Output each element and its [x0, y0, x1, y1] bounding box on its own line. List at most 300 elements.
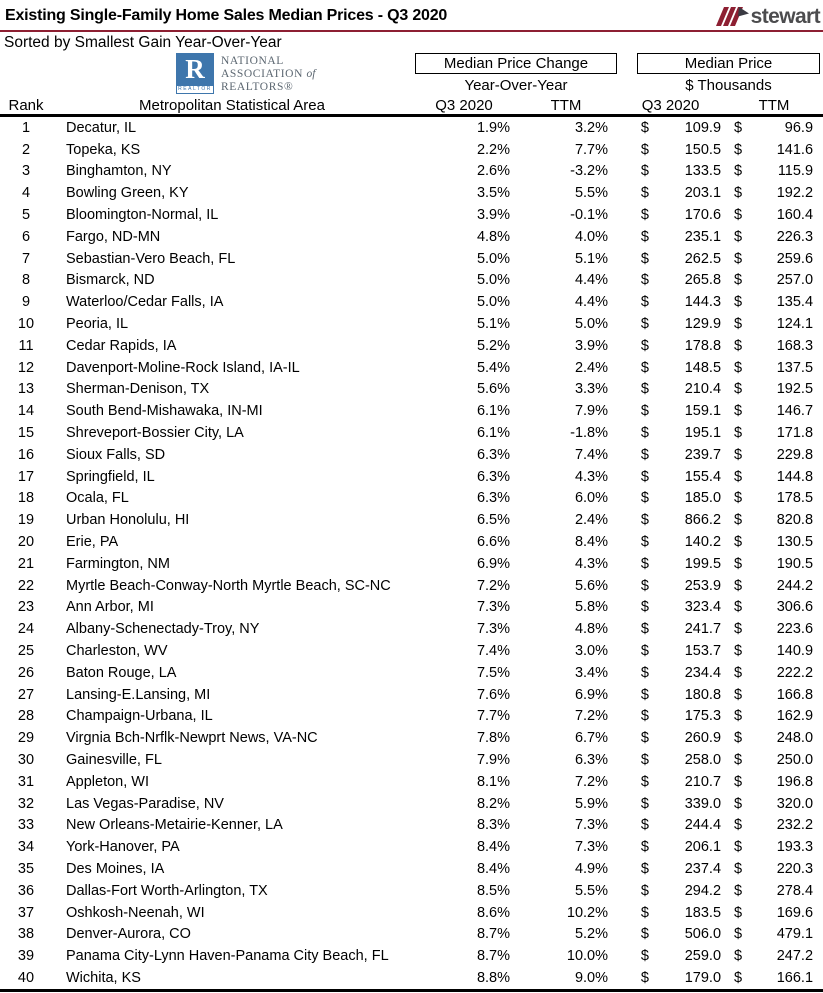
currency-symbol-ttm: $ — [733, 795, 743, 812]
rank-cell: 6 — [21, 228, 31, 245]
table-row — [0, 248, 823, 270]
price-ttm-cell: 190.5 — [776, 555, 814, 572]
price-q3-cell: 148.5 — [684, 359, 722, 376]
metro-area-cell: Sebastian-Vero Beach, FL — [66, 250, 236, 267]
currency-symbol-ttm: $ — [733, 643, 743, 660]
price-ttm-cell: 141.6 — [776, 141, 814, 158]
currency-symbol-q3: $ — [640, 773, 649, 790]
price-ttm-cell: 223.6 — [776, 621, 814, 638]
table-row — [0, 161, 823, 183]
rank-cell: 8 — [21, 272, 31, 289]
change-q3-cell: 7.4% — [476, 643, 510, 660]
change-q3-cell: 7.9% — [476, 752, 510, 768]
price-ttm-cell: 257.0 — [776, 272, 814, 289]
price-ttm-cell: 192.2 — [776, 185, 814, 202]
table-row — [0, 597, 823, 619]
metro-area-cell: Sioux Falls, SD — [66, 446, 166, 463]
price-q3-cell: 150.5 — [684, 141, 722, 158]
price-ttm-cell: 306.6 — [776, 599, 814, 616]
change-q3-cell: 8.8% — [476, 969, 510, 986]
currency-symbol-q3: $ — [640, 969, 649, 986]
currency-symbol-ttm: $ — [733, 468, 743, 485]
currency-symbol-q3: $ — [640, 141, 649, 158]
rank-cell: 32 — [17, 795, 35, 812]
col-header-price-q3: Q3 2020 — [616, 96, 725, 116]
price-ttm-cell: 137.5 — [776, 359, 814, 376]
group-header-median-price-change: Median Price Change — [415, 53, 617, 74]
currency-symbol-q3: $ — [640, 272, 649, 289]
column-header-row — [0, 96, 823, 116]
change-q3-cell: 5.4% — [476, 359, 510, 376]
currency-symbol-ttm: $ — [733, 316, 743, 333]
price-ttm-cell: 115.9 — [777, 163, 814, 180]
price-q3-cell: 866.2 — [684, 512, 722, 529]
change-q3-cell: 4.8% — [476, 228, 510, 245]
metro-area-cell: Panama City-Lynn Haven-Panama City Beach, FL — [66, 948, 389, 965]
price-ttm-cell: 259.6 — [776, 250, 814, 267]
currency-symbol-q3: $ — [640, 185, 649, 202]
metro-area-cell: Sherman-Denison, TX — [66, 381, 210, 398]
price-ttm-cell: 140.9 — [776, 643, 814, 660]
nar-realtor-label: REALTOR — [176, 85, 214, 94]
rank-cell: 17 — [17, 468, 35, 485]
table-row — [0, 270, 823, 292]
price-q3-cell: 153.7 — [684, 643, 722, 660]
group-subheader-thousands: $ Thousands — [685, 77, 772, 94]
change-q3-cell: 8.2% — [476, 795, 510, 812]
price-q3-cell: 133.5 — [684, 163, 722, 180]
page-title: Existing Single-Family Home Sales Median Prices - Q3 2020 — [5, 7, 448, 24]
price-q3-cell: 237.4 — [684, 860, 722, 877]
group-subheader-year-over-year: Year-Over-Year — [464, 77, 568, 94]
currency-symbol-q3: $ — [640, 425, 649, 442]
currency-symbol-q3: $ — [640, 381, 649, 398]
change-ttm-cell: 5.0% — [574, 316, 608, 333]
price-ttm-cell: 162.9 — [776, 708, 814, 725]
currency-symbol-q3: $ — [640, 337, 649, 354]
rank-cell: 33 — [17, 817, 35, 834]
col-header-change-ttm: TTM — [516, 96, 616, 116]
currency-symbol-q3: $ — [640, 621, 649, 638]
table-row — [0, 815, 823, 837]
rank-cell: 27 — [17, 686, 35, 703]
change-q3-cell: 8.4% — [476, 860, 510, 877]
rank-cell: 13 — [17, 381, 35, 398]
currency-symbol-q3: $ — [640, 904, 649, 921]
metro-area-cell: Springfield, IL — [66, 468, 155, 485]
change-q3-cell: 5.0% — [476, 272, 510, 289]
currency-symbol-ttm: $ — [733, 730, 743, 747]
change-ttm-cell: 6.9% — [574, 686, 608, 703]
change-ttm-cell: 5.9% — [574, 795, 608, 812]
metro-area-cell: Topeka, KS — [66, 141, 141, 158]
table-row — [0, 836, 823, 858]
change-ttm-cell: 2.4% — [574, 512, 608, 529]
change-ttm-cell: 7.3% — [574, 839, 608, 856]
change-q3-cell: 2.2% — [476, 141, 510, 158]
change-q3-cell: 1.9% — [476, 119, 510, 136]
price-ttm-cell: 244.2 — [776, 577, 814, 594]
currency-symbol-q3: $ — [640, 490, 649, 507]
rank-cell: 2 — [21, 141, 31, 158]
price-q3-cell: 253.9 — [684, 577, 722, 594]
rank-cell: 21 — [17, 555, 35, 572]
table-row — [0, 902, 823, 924]
currency-symbol-ttm: $ — [733, 272, 743, 289]
table-row — [0, 509, 823, 531]
price-ttm-cell: 229.8 — [776, 446, 814, 463]
change-ttm-cell: 4.0% — [574, 228, 608, 245]
currency-symbol-q3: $ — [640, 555, 649, 572]
price-ttm-cell: 192.5 — [776, 381, 814, 398]
currency-symbol-q3: $ — [640, 817, 649, 834]
change-q3-cell: 5.6% — [476, 381, 510, 398]
rank-cell: 36 — [17, 882, 35, 899]
price-q3-cell: 241.7 — [684, 621, 722, 638]
price-q3-cell: 506.0 — [684, 926, 722, 943]
rank-cell: 15 — [17, 425, 35, 442]
rank-cell: 23 — [17, 599, 35, 616]
price-q3-cell: 109.9 — [684, 119, 722, 136]
price-q3-cell: 180.8 — [684, 686, 722, 703]
table-body — [0, 116, 823, 991]
change-ttm-cell: 3.3% — [574, 381, 608, 398]
table-row — [0, 945, 823, 967]
change-ttm-cell: 5.5% — [574, 185, 608, 202]
change-q3-cell: 7.3% — [476, 599, 510, 616]
metro-area-cell: Gainesville, FL — [66, 752, 162, 768]
metro-area-cell: Decatur, IL — [66, 119, 137, 136]
price-q3-cell: 140.2 — [684, 534, 722, 551]
change-q3-cell: 7.6% — [476, 686, 510, 703]
price-q3-cell: 210.7 — [684, 773, 722, 790]
change-ttm-cell: 3.0% — [574, 643, 608, 660]
currency-symbol-ttm: $ — [733, 621, 743, 638]
change-q3-cell: 6.3% — [476, 446, 510, 463]
price-ttm-cell: 169.6 — [776, 904, 814, 921]
table-row — [0, 923, 823, 945]
price-ttm-cell: 135.4 — [776, 294, 814, 311]
rank-cell: 29 — [17, 730, 35, 747]
table-row — [0, 291, 823, 313]
group-header-median-price: Median Price — [637, 53, 820, 74]
change-q3-cell: 5.1% — [476, 316, 510, 333]
table-row — [0, 335, 823, 357]
change-q3-cell: 7.7% — [476, 708, 510, 725]
metro-area-cell: South Bend-Mishawaka, IN-MI — [66, 403, 263, 420]
table-row — [0, 139, 823, 161]
change-q3-cell: 6.3% — [476, 490, 510, 507]
table-row — [0, 793, 823, 815]
metro-area-cell: New Orleans-Metairie-Kenner, LA — [66, 817, 283, 834]
currency-symbol-ttm: $ — [733, 359, 743, 376]
currency-symbol-ttm: $ — [733, 534, 743, 551]
change-q3-cell: 5.0% — [476, 250, 510, 267]
table-row — [0, 379, 823, 401]
rank-cell: 16 — [17, 446, 35, 463]
price-ttm-cell: 278.4 — [776, 882, 814, 899]
metro-area-cell: Binghamton, NY — [66, 163, 172, 180]
change-ttm-cell: 6.0% — [574, 490, 608, 507]
currency-symbol-ttm: $ — [733, 207, 743, 224]
price-q3-cell: 129.9 — [684, 316, 722, 333]
currency-symbol-q3: $ — [640, 446, 649, 463]
currency-symbol-ttm: $ — [733, 708, 743, 725]
currency-symbol-ttm: $ — [733, 163, 743, 180]
metro-area-cell: Denver-Aurora, CO — [66, 926, 191, 943]
rank-cell: 14 — [17, 403, 35, 420]
rank-cell: 30 — [17, 752, 35, 768]
metro-area-cell: Cedar Rapids, IA — [66, 337, 177, 354]
metro-area-cell: Peoria, IL — [66, 316, 129, 333]
col-header-change-q3: Q3 2020 — [412, 96, 516, 116]
rank-cell: 20 — [17, 534, 35, 551]
rank-cell: 5 — [21, 207, 31, 224]
metro-area-cell: York-Hanover, PA — [66, 839, 180, 856]
metro-area-cell: Wichita, KS — [66, 969, 141, 986]
metro-area-cell: Bloomington-Normal, IL — [66, 207, 219, 224]
rank-cell: 10 — [17, 316, 35, 333]
table-row — [0, 749, 823, 771]
currency-symbol-ttm: $ — [733, 752, 743, 768]
currency-symbol-ttm: $ — [733, 403, 743, 420]
metro-area-cell: Oshkosh-Neenah, WI — [66, 904, 205, 921]
currency-symbol-ttm: $ — [733, 119, 743, 136]
table-row — [0, 116, 823, 139]
change-ttm-cell: 4.8% — [574, 621, 608, 638]
title-bar — [0, 0, 823, 30]
rank-cell: 19 — [17, 512, 35, 529]
price-q3-cell: 144.3 — [684, 294, 722, 311]
metro-area-cell: Bowling Green, KY — [66, 185, 189, 202]
currency-symbol-q3: $ — [640, 468, 649, 485]
price-ttm-cell: 124.1 — [776, 316, 814, 333]
rank-cell: 7 — [21, 250, 31, 267]
change-ttm-cell: 7.2% — [574, 773, 608, 790]
price-q3-cell: 239.7 — [684, 446, 722, 463]
metro-area-cell: Des Moines, IA — [66, 860, 165, 877]
currency-symbol-q3: $ — [640, 708, 649, 725]
table-row — [0, 313, 823, 335]
change-q3-cell: 5.2% — [476, 337, 510, 354]
rank-cell: 39 — [17, 948, 35, 965]
col-header-rank: Rank — [0, 96, 52, 116]
currency-symbol-ttm: $ — [733, 141, 743, 158]
table-row — [0, 727, 823, 749]
currency-symbol-q3: $ — [640, 686, 649, 703]
price-q3-cell: 159.1 — [684, 403, 722, 420]
metro-area-cell: Fargo, ND-MN — [66, 228, 161, 245]
metro-area-cell: Waterloo/Cedar Falls, IA — [66, 294, 224, 311]
metro-area-cell: Farmington, NM — [66, 555, 170, 572]
price-q3-cell: 195.1 — [684, 425, 722, 442]
rank-cell: 34 — [17, 839, 35, 856]
currency-symbol-q3: $ — [640, 839, 649, 856]
change-ttm-cell: 7.7% — [574, 141, 608, 158]
change-ttm-cell: 5.2% — [574, 926, 608, 943]
change-ttm-cell: 9.0% — [574, 969, 608, 986]
metro-area-cell: Ocala, FL — [66, 490, 129, 507]
price-ttm-cell: 248.0 — [776, 730, 814, 747]
price-ttm-cell: 250.0 — [776, 752, 814, 768]
price-ttm-cell: 168.3 — [776, 337, 814, 354]
currency-symbol-q3: $ — [640, 316, 649, 333]
change-ttm-cell: -1.8% — [570, 425, 608, 442]
change-ttm-cell: 5.6% — [574, 577, 608, 594]
price-q3-cell: 185.0 — [684, 490, 722, 507]
rank-cell: 9 — [21, 294, 31, 311]
price-q3-cell: 179.0 — [684, 969, 722, 986]
table-row — [0, 466, 823, 488]
table-row — [0, 684, 823, 706]
currency-symbol-ttm: $ — [733, 817, 743, 834]
change-q3-cell: 8.3% — [476, 817, 510, 834]
col-header-price-ttm: TTM — [725, 96, 823, 116]
rank-cell: 25 — [17, 643, 35, 660]
rank-cell: 4 — [21, 185, 31, 202]
table-row — [0, 204, 823, 226]
change-ttm-cell: 3.9% — [574, 337, 608, 354]
metro-area-cell: Bismarck, ND — [66, 272, 155, 289]
metro-area-cell: Ann Arbor, MI — [66, 599, 154, 616]
change-ttm-cell: 5.8% — [574, 599, 608, 616]
metro-area-cell: Shreveport-Bossier City, LA — [66, 425, 244, 442]
change-ttm-cell: 10.2% — [566, 904, 608, 921]
change-ttm-cell: 6.3% — [574, 752, 608, 768]
change-q3-cell: 5.0% — [476, 294, 510, 311]
price-ttm-cell: 226.3 — [776, 228, 814, 245]
change-ttm-cell: 6.7% — [574, 730, 608, 747]
table-header-zone — [0, 51, 823, 96]
change-q3-cell: 6.6% — [476, 534, 510, 551]
price-q3-cell: 178.8 — [684, 337, 722, 354]
change-ttm-cell: 3.4% — [574, 664, 608, 681]
price-q3-cell: 258.0 — [684, 752, 722, 768]
price-q3-cell: 259.0 — [684, 948, 722, 965]
change-ttm-cell: 4.4% — [574, 272, 608, 289]
rank-cell: 31 — [17, 773, 35, 790]
price-q3-cell: 265.8 — [684, 272, 722, 289]
price-q3-cell: 262.5 — [684, 250, 722, 267]
change-ttm-cell: 7.2% — [574, 708, 608, 725]
nar-line3: REALTORS® — [221, 81, 294, 93]
currency-symbol-q3: $ — [640, 730, 649, 747]
median-prices-table — [0, 96, 823, 992]
table-row — [0, 531, 823, 553]
currency-symbol-ttm: $ — [733, 599, 743, 616]
price-ttm-cell: 144.8 — [776, 468, 814, 485]
price-q3-cell: 203.1 — [684, 185, 722, 202]
table-row — [0, 488, 823, 510]
price-q3-cell: 155.4 — [684, 468, 722, 485]
currency-symbol-q3: $ — [640, 119, 649, 136]
change-q3-cell: 7.5% — [476, 664, 510, 681]
price-q3-cell: 339.0 — [684, 795, 722, 812]
currency-symbol-ttm: $ — [733, 250, 743, 267]
price-q3-cell: 235.1 — [684, 228, 722, 245]
price-q3-cell: 170.6 — [684, 207, 722, 224]
price-ttm-cell: 222.2 — [776, 664, 814, 681]
currency-symbol-q3: $ — [640, 860, 649, 877]
change-ttm-cell: -3.2% — [570, 163, 608, 180]
table-row — [0, 444, 823, 466]
change-q3-cell: 8.6% — [476, 904, 510, 921]
metro-area-cell: Erie, PA — [66, 534, 119, 551]
change-q3-cell: 8.5% — [476, 882, 510, 899]
table-row — [0, 226, 823, 248]
price-q3-cell: 175.3 — [684, 708, 722, 725]
rank-cell: 28 — [17, 708, 35, 725]
nar-line2: ASSOCIATION of — [221, 68, 316, 80]
change-q3-cell: 8.7% — [476, 948, 510, 965]
metro-area-cell: Dallas-Fort Worth-Arlington, TX — [66, 882, 268, 899]
currency-symbol-q3: $ — [640, 882, 649, 899]
currency-symbol-q3: $ — [640, 752, 649, 768]
currency-symbol-q3: $ — [640, 926, 649, 943]
table-row — [0, 182, 823, 204]
currency-symbol-q3: $ — [640, 643, 649, 660]
rank-cell: 12 — [17, 359, 35, 376]
table-row — [0, 640, 823, 662]
change-q3-cell: 2.6% — [476, 163, 510, 180]
change-q3-cell: 6.5% — [476, 512, 510, 529]
col-header-metro: Metropolitan Statistical Area — [52, 96, 412, 116]
currency-symbol-ttm: $ — [733, 577, 743, 594]
currency-symbol-q3: $ — [640, 577, 649, 594]
change-ttm-cell: 5.5% — [574, 882, 608, 899]
change-q3-cell: 3.5% — [476, 185, 510, 202]
price-q3-cell: 183.5 — [684, 904, 722, 921]
currency-symbol-q3: $ — [640, 795, 649, 812]
table-row — [0, 662, 823, 684]
table-row — [0, 618, 823, 640]
change-ttm-cell: 7.3% — [574, 817, 608, 834]
stewart-wordmark: stewart — [750, 4, 820, 28]
currency-symbol-ttm: $ — [733, 926, 743, 943]
currency-symbol-ttm: $ — [733, 446, 743, 463]
metro-area-cell: Baton Rouge, LA — [66, 664, 177, 681]
stewart-stripes-icon — [714, 4, 751, 29]
table-row — [0, 575, 823, 597]
table-row — [0, 357, 823, 379]
metro-area-cell: Charleston, WV — [66, 643, 168, 660]
currency-symbol-q3: $ — [640, 163, 649, 180]
change-q3-cell: 6.3% — [476, 468, 510, 485]
price-ttm-cell: 247.2 — [776, 948, 814, 965]
metro-area-cell: Champaign-Urbana, IL — [66, 708, 213, 725]
currency-symbol-ttm: $ — [733, 882, 743, 899]
currency-symbol-ttm: $ — [733, 381, 743, 398]
currency-symbol-ttm: $ — [733, 228, 743, 245]
price-ttm-cell: 232.2 — [776, 817, 814, 834]
nar-line1: NATIONAL — [221, 55, 284, 67]
price-q3-cell: 206.1 — [684, 839, 722, 856]
nar-logo-text — [221, 53, 315, 94]
change-ttm-cell: 4.3% — [574, 555, 608, 572]
rank-cell: 1 — [21, 119, 31, 136]
price-ttm-cell: 130.5 — [776, 534, 814, 551]
currency-symbol-ttm: $ — [733, 773, 743, 790]
price-q3-cell: 210.4 — [684, 381, 722, 398]
currency-symbol-ttm: $ — [733, 664, 743, 681]
currency-symbol-ttm: $ — [733, 555, 743, 572]
currency-symbol-q3: $ — [640, 534, 649, 551]
table-row — [0, 967, 823, 990]
change-ttm-cell: 5.1% — [574, 250, 608, 267]
price-q3-cell: 260.9 — [684, 730, 722, 747]
rank-cell: 38 — [17, 926, 35, 943]
table-row — [0, 771, 823, 793]
